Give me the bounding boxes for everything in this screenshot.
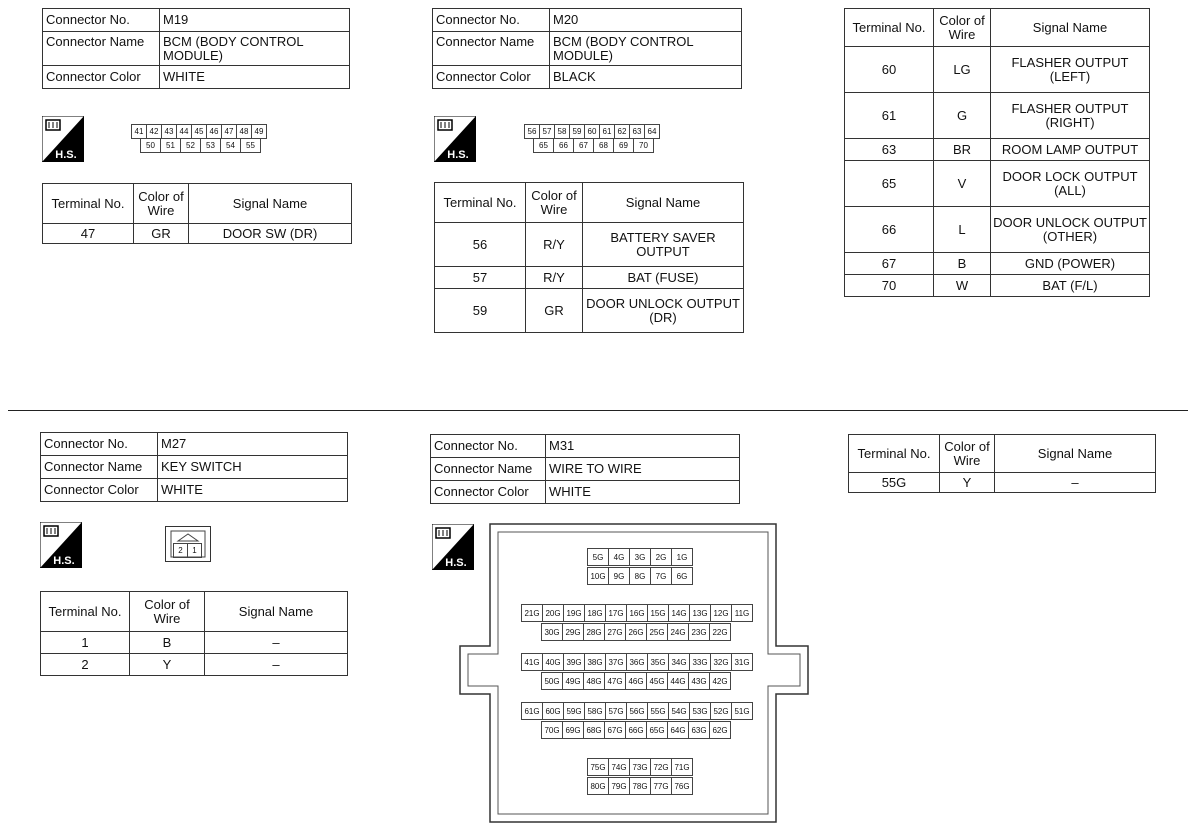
pin: 71G [671, 758, 693, 776]
wire-color-cell: GR [526, 289, 583, 333]
signal-cell: DOOR UNLOCK OUTPUT (DR) [583, 289, 744, 333]
pin: 69G [562, 721, 584, 739]
pin: 47 [221, 124, 237, 139]
m19-connector-info [42, 8, 350, 89]
signal-cell: – [205, 632, 348, 654]
pin: 56 [524, 124, 540, 139]
connector-name-value: KEY SWITCH [158, 456, 348, 479]
terminal-no-header: Terminal No. [43, 184, 134, 224]
connector-color-value: WHITE [160, 66, 350, 89]
table-row [845, 93, 1150, 139]
table-row [435, 267, 744, 289]
pin: 65 [533, 138, 554, 153]
pin: 79G [608, 777, 630, 795]
pin: 33G [689, 653, 711, 671]
connector-name-value: BCM (BODY CONTROL MODULE) [160, 32, 350, 66]
pin: 45 [191, 124, 207, 139]
pin: 29G [562, 623, 584, 641]
connector-name-label: Connector Name [43, 32, 160, 66]
connector-no-label: Connector No. [433, 9, 550, 32]
terminal-no-header: Terminal No. [435, 183, 526, 223]
hs-label: H.S. [447, 149, 469, 161]
pin: 53G [689, 702, 711, 720]
signal-cell: DOOR UNLOCK OUTPUT (OTHER) [991, 207, 1150, 253]
signal-name-header: Signal Name [995, 435, 1156, 473]
wire-color-cell: W [934, 275, 991, 297]
pin: 66 [553, 138, 574, 153]
pin: 70 [633, 138, 654, 153]
pin: 68 [593, 138, 614, 153]
terminal-cell: 47 [43, 224, 134, 244]
table-row [849, 473, 1156, 493]
wire-color-cell: B [130, 632, 205, 654]
pin: 11G [731, 604, 753, 622]
signal-cell: BATTERY SAVER OUTPUT [583, 223, 744, 267]
pin: 22G [709, 623, 731, 641]
pin: 2G [650, 548, 672, 566]
terminal-cell: 60 [845, 47, 934, 93]
pin: 49 [251, 124, 267, 139]
section-divider [8, 410, 1188, 411]
signal-cell: – [995, 473, 1156, 493]
table-row [845, 275, 1150, 297]
table-row [845, 253, 1150, 275]
pin: 43G [688, 672, 710, 690]
pin: 51G [731, 702, 753, 720]
pin: 68G [583, 721, 605, 739]
connector-color-value: BLACK [550, 66, 742, 89]
pin: 46 [206, 124, 222, 139]
pin: 74G [608, 758, 630, 776]
pin: 30G [541, 623, 563, 641]
table-row [845, 161, 1150, 207]
wire-color-cell: LG [934, 47, 991, 93]
connector-color-label: Connector Color [43, 66, 160, 89]
pin: 50G [541, 672, 563, 690]
pin: 10G [587, 567, 609, 585]
pin: 8G [629, 567, 651, 585]
pin: 55 [240, 138, 261, 153]
signal-cell: DOOR LOCK OUTPUT (ALL) [991, 161, 1150, 207]
signal-cell: FLASHER OUTPUT (RIGHT) [991, 93, 1150, 139]
pin: 51 [160, 138, 181, 153]
m27-terminal-table [40, 591, 348, 676]
pin: 24G [667, 623, 689, 641]
pin: 64G [667, 721, 689, 739]
wire-color-cell: R/Y [526, 223, 583, 267]
connector-name-label: Connector Name [431, 458, 546, 481]
table-row [845, 47, 1150, 93]
wire-color-cell: G [934, 93, 991, 139]
pin: 32G [710, 653, 732, 671]
pin: 44 [176, 124, 192, 139]
hs-connector-icon [40, 522, 82, 568]
pin: 20G [542, 604, 564, 622]
pin: 49G [562, 672, 584, 690]
connector-color-value: WHITE [546, 481, 740, 504]
terminal-cell: 61 [845, 93, 934, 139]
connector-no-label: Connector No. [43, 9, 160, 32]
hs-label: H.S. [53, 555, 75, 567]
terminal-cell: 56 [435, 223, 526, 267]
wire-color-cell: V [934, 161, 991, 207]
m19-terminal-table [42, 183, 352, 244]
color-of-wire-header: Color of Wire [940, 435, 995, 473]
pin: 70G [541, 721, 563, 739]
connector-no-label: Connector No. [431, 435, 546, 458]
connector-no-value: M19 [160, 9, 350, 32]
pin: 58G [584, 702, 606, 720]
pin: 34G [668, 653, 690, 671]
pin: 47G [604, 672, 626, 690]
pin: 61G [521, 702, 543, 720]
terminal-cell: 65 [845, 161, 934, 207]
terminal-cell: 55G [849, 473, 940, 493]
terminal-cell: 63 [845, 139, 934, 161]
terminal-cell: 57 [435, 267, 526, 289]
m27-connector-info [40, 432, 348, 502]
pin: 4G [608, 548, 630, 566]
pin: 50 [140, 138, 161, 153]
m20-terminal-table [434, 182, 744, 333]
pin: 13G [689, 604, 711, 622]
signal-name-header: Signal Name [189, 184, 352, 224]
connector-no-value: M27 [158, 433, 348, 456]
pin: 36G [626, 653, 648, 671]
pin: 64 [644, 124, 660, 139]
pin: 77G [650, 777, 672, 795]
terminal-no-header: Terminal No. [849, 435, 940, 473]
pin: 58 [554, 124, 570, 139]
pin: 72G [650, 758, 672, 776]
pin: 31G [731, 653, 753, 671]
pin: 59G [563, 702, 585, 720]
connector-color-label: Connector Color [41, 479, 158, 502]
hs-connector-icon [434, 116, 476, 162]
pin: 2 [173, 543, 188, 558]
signal-name-header: Signal Name [205, 592, 348, 632]
pin: 52 [180, 138, 201, 153]
pin: 67 [573, 138, 594, 153]
pin: 52G [710, 702, 732, 720]
pin: 62 [614, 124, 630, 139]
pin: 23G [688, 623, 710, 641]
connector-no-value: M31 [546, 435, 740, 458]
terminal-cell: 2 [41, 654, 130, 676]
pin: 60 [584, 124, 600, 139]
pin: 42 [146, 124, 162, 139]
m31-connector-info [430, 434, 740, 504]
m31-terminal-table [848, 434, 1156, 493]
pin: 63 [629, 124, 645, 139]
pin: 60G [542, 702, 564, 720]
table-row [435, 289, 744, 333]
pin: 6G [671, 567, 693, 585]
wire-color-cell: B [934, 253, 991, 275]
pin: 27G [604, 623, 626, 641]
signal-cell: BAT (F/L) [991, 275, 1150, 297]
pin: 73G [629, 758, 651, 776]
pin: 1G [671, 548, 693, 566]
connector-color-label: Connector Color [431, 481, 546, 504]
pin: 1 [187, 543, 202, 558]
pin: 48 [236, 124, 252, 139]
wire-color-cell: BR [934, 139, 991, 161]
signal-name-header: Signal Name [583, 183, 744, 223]
wire-color-cell: R/Y [526, 267, 583, 289]
pin: 53 [200, 138, 221, 153]
pin: 15G [647, 604, 669, 622]
color-of-wire-header: Color of Wire [934, 9, 991, 47]
pin: 28G [583, 623, 605, 641]
pin: 59 [569, 124, 585, 139]
signal-cell: FLASHER OUTPUT (LEFT) [991, 47, 1150, 93]
connector-color-label: Connector Color [433, 66, 550, 89]
terminal-cell: 1 [41, 632, 130, 654]
pin: 54G [668, 702, 690, 720]
pin: 61 [599, 124, 615, 139]
signal-cell: DOOR SW (DR) [189, 224, 352, 244]
m20-connector-info [432, 8, 742, 89]
connector-color-value: WHITE [158, 479, 348, 502]
pin: 78G [629, 777, 651, 795]
terminal-no-header: Terminal No. [41, 592, 130, 632]
table-row [845, 139, 1150, 161]
signal-name-header: Signal Name [991, 9, 1150, 47]
pin: 54 [220, 138, 241, 153]
table-row [41, 654, 348, 676]
pin: 44G [667, 672, 689, 690]
connector-name-label: Connector Name [433, 32, 550, 66]
pin: 7G [650, 567, 672, 585]
pin: 19G [563, 604, 585, 622]
m31-connector-housing [456, 522, 812, 824]
signal-cell: BAT (FUSE) [583, 267, 744, 289]
pin: 16G [626, 604, 648, 622]
pin: 42G [709, 672, 731, 690]
pin: 40G [542, 653, 564, 671]
pin: 41G [521, 653, 543, 671]
pin: 76G [671, 777, 693, 795]
pin: 48G [583, 672, 605, 690]
terminal-no-header: Terminal No. [845, 9, 934, 47]
pin: 14G [668, 604, 690, 622]
wire-color-cell: L [934, 207, 991, 253]
terminal-cell: 67 [845, 253, 934, 275]
connector-name-value: WIRE TO WIRE [546, 458, 740, 481]
pin: 63G [688, 721, 710, 739]
pin: 43 [161, 124, 177, 139]
pin: 35G [647, 653, 669, 671]
pin: 21G [521, 604, 543, 622]
connector-no-value: M20 [550, 9, 742, 32]
hs-label: H.S. [445, 557, 467, 569]
pin: 38G [584, 653, 606, 671]
signal-cell: – [205, 654, 348, 676]
connector-name-value: BCM (BODY CONTROL MODULE) [550, 32, 742, 66]
wire-color-cell: GR [134, 224, 189, 244]
wire-color-cell: Y [130, 654, 205, 676]
table-row [435, 223, 744, 267]
wire-color-cell: Y [940, 473, 995, 493]
table-row [43, 224, 352, 244]
terminal-cell: 70 [845, 275, 934, 297]
pin: 39G [563, 653, 585, 671]
terminal-cell: 59 [435, 289, 526, 333]
terminal-cell: 66 [845, 207, 934, 253]
pin: 57 [539, 124, 555, 139]
color-of-wire-header: Color of Wire [526, 183, 583, 223]
pin: 62G [709, 721, 731, 739]
signal-cell: ROOM LAMP OUTPUT [991, 139, 1150, 161]
pin: 75G [587, 758, 609, 776]
pin: 55G [647, 702, 669, 720]
color-of-wire-header: Color of Wire [130, 592, 205, 632]
hs-connector-icon [42, 116, 84, 162]
pin: 80G [587, 777, 609, 795]
pin: 41 [131, 124, 147, 139]
pin: 18G [584, 604, 606, 622]
pin: 56G [626, 702, 648, 720]
pin: 12G [710, 604, 732, 622]
pin: 66G [625, 721, 647, 739]
pin: 57G [605, 702, 627, 720]
pin: 69 [613, 138, 634, 153]
pin: 65G [646, 721, 668, 739]
table-row [845, 207, 1150, 253]
pin: 37G [605, 653, 627, 671]
connector-name-label: Connector Name [41, 456, 158, 479]
table-row [41, 632, 348, 654]
pin: 67G [604, 721, 626, 739]
pin: 9G [608, 567, 630, 585]
signal-cell: GND (POWER) [991, 253, 1150, 275]
pin: 45G [646, 672, 668, 690]
pin: 26G [625, 623, 647, 641]
m20-continued-terminal-table [844, 8, 1150, 297]
pin: 25G [646, 623, 668, 641]
pin: 46G [625, 672, 647, 690]
m27-pin-diagram [165, 526, 211, 562]
hs-label: H.S. [55, 149, 77, 161]
pin: 17G [605, 604, 627, 622]
pin: 3G [629, 548, 651, 566]
color-of-wire-header: Color of Wire [134, 184, 189, 224]
pin: 5G [587, 548, 609, 566]
connector-no-label: Connector No. [41, 433, 158, 456]
